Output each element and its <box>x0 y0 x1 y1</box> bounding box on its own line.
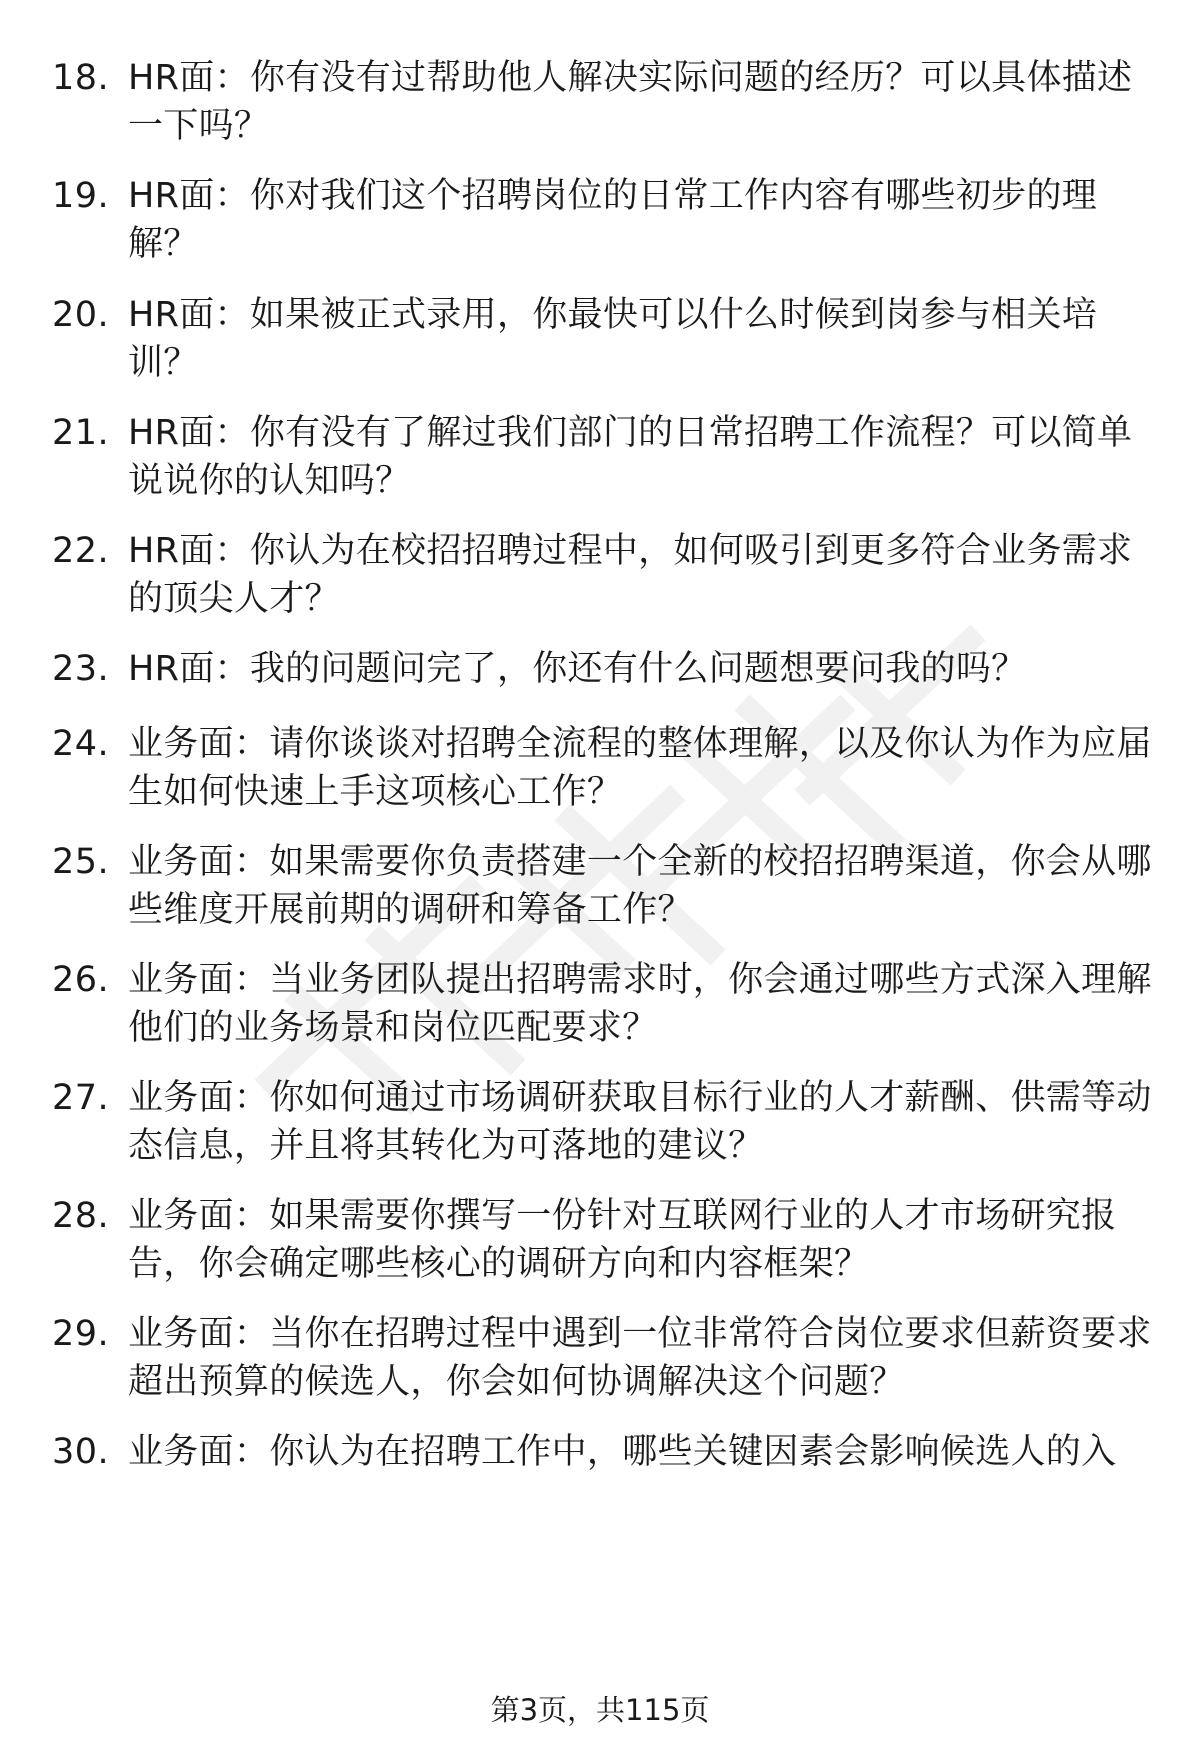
question-number: 28. <box>52 1196 110 1236</box>
question-number: 27. <box>52 1078 110 1118</box>
question-number: 26. <box>52 960 110 1000</box>
question-text: HR面：你有没有了解过我们部门的日常招聘工作流程？可以简单说说你的认知吗？ <box>128 413 1133 501</box>
question-number: 20. <box>52 295 110 335</box>
question-text: 业务面：你如何通过市场调研获取目标行业的人才薪酬、供需等动态信息，并且将其转化为可落地的建议？ <box>128 1078 1152 1166</box>
question-number: 25. <box>52 842 110 882</box>
question-text: 业务面：你认为在招聘工作中，哪些关键因素会影响候选人的入 <box>128 1432 1117 1472</box>
question-number: 19. <box>52 176 110 216</box>
question-number: 18. <box>52 58 110 98</box>
question-text: HR面：你有没有过帮助他人解决实际问题的经历？可以具体描述一下吗？ <box>128 58 1133 146</box>
question-text: HR面：你对我们这个招聘岗位的日常工作内容有哪些初步的理解？ <box>128 176 1098 264</box>
question-text: 业务面：如果需要你撰写一份针对互联网行业的人才市场研究报告，你会确定哪些核心的调研方向和内容框架？ <box>128 1196 1117 1284</box>
page-number-footer: 第3页，共115页 <box>490 1693 710 1727</box>
question-text: 业务面：请你谈谈对招聘全流程的整体理解，以及你认为作为应届生如何快速上手这项核心工作？ <box>128 724 1152 812</box>
question-text: 业务面：如果需要你负责搭建一个全新的校招招聘渠道，你会从哪些维度开展前期的调研和筹备工作？ <box>128 842 1152 930</box>
question-number: 24. <box>52 724 110 764</box>
question-number: 21. <box>52 413 110 453</box>
question-text: HR面：我的问题问完了，你还有什么问题想要问我的吗？ <box>128 649 1027 689</box>
question-number: 22. <box>52 531 110 571</box>
question-text: 业务面：当你在招聘过程中遇到一位非常符合岗位要求但薪资要求超出预算的候选人，你会如何协调解决这个问题？ <box>128 1314 1152 1402</box>
question-number: 29. <box>52 1314 110 1354</box>
question-number: 23. <box>52 649 110 689</box>
question-text: HR面：如果被正式录用，你最快可以什么时候到岗参与相关培训？ <box>128 295 1098 383</box>
question-text: 业务面：当业务团队提出招聘需求时，你会通过哪些方式深入理解他们的业务场景和岗位匹配要求？ <box>128 960 1152 1048</box>
question-number: 30. <box>52 1432 110 1472</box>
question-text: HR面：你认为在校招招聘过程中，如何吸引到更多符合业务需求的顶尖人才？ <box>128 531 1133 619</box>
